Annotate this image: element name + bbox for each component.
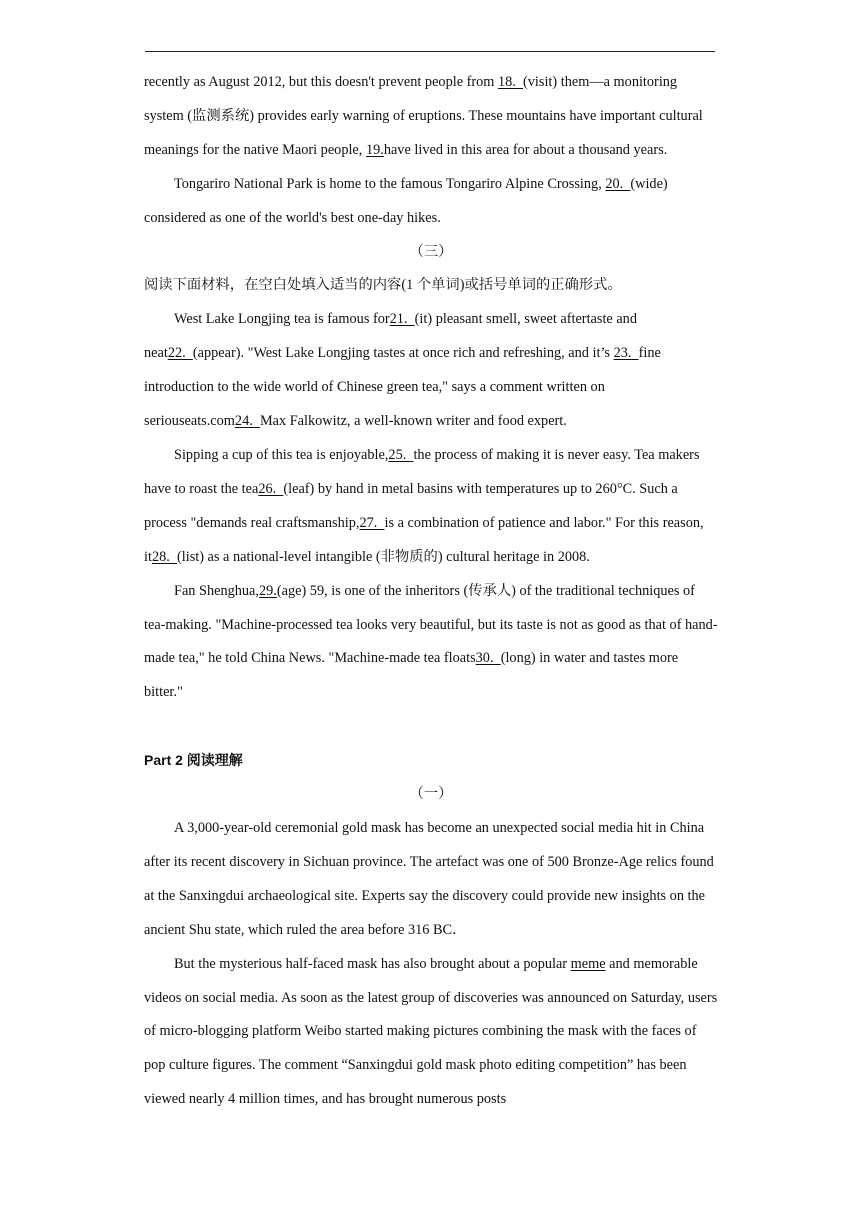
text: (leaf) by hand in metal basins with temperatures up to 260°C. Such a process "demands real craftsmanship, — [144, 480, 678, 531]
text: have lived in this area for about a thousand years. — [383, 141, 668, 158]
blank-21[interactable]: 21. — [389, 311, 415, 328]
blank-28[interactable]: 28. — [151, 548, 177, 565]
document-page — [144, 66, 718, 1117]
paragraph-volcano-continued — [144, 66, 718, 168]
blank-24[interactable]: 24. — [234, 413, 260, 430]
text: fine introduction to the wide world of Chinese green tea," says a comment written on seriouseats.com — [144, 345, 661, 430]
text: Max Falkowitz, a well-known writer and food expert. — [259, 413, 567, 430]
section-label-1: （一） — [409, 786, 453, 803]
paragraph-tongariro — [144, 168, 718, 236]
text: the process of making it is never easy. Tea makers have to roast the tea — [144, 446, 700, 497]
blank-29[interactable]: 29. — [258, 582, 277, 599]
text: West Lake Longjing tea is famous for — [174, 311, 390, 328]
text: But the mysterious half-faced mask has also brought about a popular — [174, 955, 571, 972]
paragraph-fan-shenghua — [144, 575, 718, 711]
paragraph-meme — [144, 948, 718, 1118]
blank-27[interactable]: 27. — [359, 514, 385, 531]
text: recently as August 2012, but this doesn't prevent people from — [144, 74, 498, 90]
text: Tongariro National Park is home to the famous Tongariro Alpine Crossing, — [174, 175, 606, 192]
blank-19[interactable]: 19. — [365, 141, 384, 158]
blank-23[interactable]: 23. — [613, 345, 639, 362]
blank-26[interactable]: 26. — [258, 480, 284, 497]
text: (list) as a national-level intangible (非物质的) cultural heritage in 2008. — [176, 548, 590, 565]
paragraph-longjing-process — [144, 439, 718, 575]
paragraph-longjing-intro — [144, 303, 718, 439]
blank-20[interactable]: 20. — [605, 175, 631, 192]
spacer — [144, 710, 718, 744]
text: is a combination of patience and labor." For this reason, it — [144, 514, 704, 565]
blank-25[interactable]: 25. — [388, 446, 414, 463]
text: and memorable videos on social media. As soon as the latest group of discoveries was announced on Saturday, users of micro-blogging platform Weibo started making pictures combining the mask with the faces of pop culture figures. The comment “Sanxingdui gold mask photo editing competition” has been viewed nearly 4 million times, and has brought numerous posts — [144, 955, 718, 1108]
text: (appear). "West Lake Longjing tastes at once rich and refreshing, and it’s — [192, 345, 614, 362]
text: (visit) them—a monitoring system (监测系统) provides early warning of eruptions. These mountains have important cultural meanings for the native Maori people, — [144, 74, 703, 158]
section-label-3: （三） — [409, 243, 453, 260]
text: Fan Shenghua, — [174, 582, 259, 599]
underlined-word-meme: meme — [570, 955, 606, 972]
instruction-text: 阅读下面材料，在空白处填入适当的内容(1 个单词)或括号单词的正确形式。 — [144, 277, 622, 294]
text: (wide) considered as one of the world's best one-day hikes. — [144, 175, 668, 226]
text: Sipping a cup of this tea is enjoyable, — [174, 446, 389, 463]
blank-30[interactable]: 30. — [475, 650, 501, 667]
blank-18[interactable]: 18. — [497, 74, 524, 90]
header-rule — [145, 51, 715, 52]
part2-heading: Part 2 阅读理解 — [144, 752, 243, 769]
text: (it) pleasant smell, sweet aftertaste and neat — [144, 311, 637, 362]
text: (age) 59, is one of the inheritors (传承人) of the traditional techniques of tea-making. "Machine-processed tea looks very beautiful, but its taste is not as good as that of hand-made tea," he told China News. "Machine-made tea floats — [144, 582, 718, 667]
text: (long) in water and tastes more bitter." — [144, 650, 679, 701]
blank-22[interactable]: 22. — [167, 345, 193, 362]
paragraph-gold-mask: A 3,000-year-old ceremonial gold mask has become an unexpected social media hit in China after its recent discovery in Sichuan province. The artefact was one of 500 Bronze-Age relics found at the Sanxingdui archaeological site. Experts say the discovery could provide new insights on the ancient Shu state, which ruled the area before 316 BC． — [144, 820, 714, 938]
